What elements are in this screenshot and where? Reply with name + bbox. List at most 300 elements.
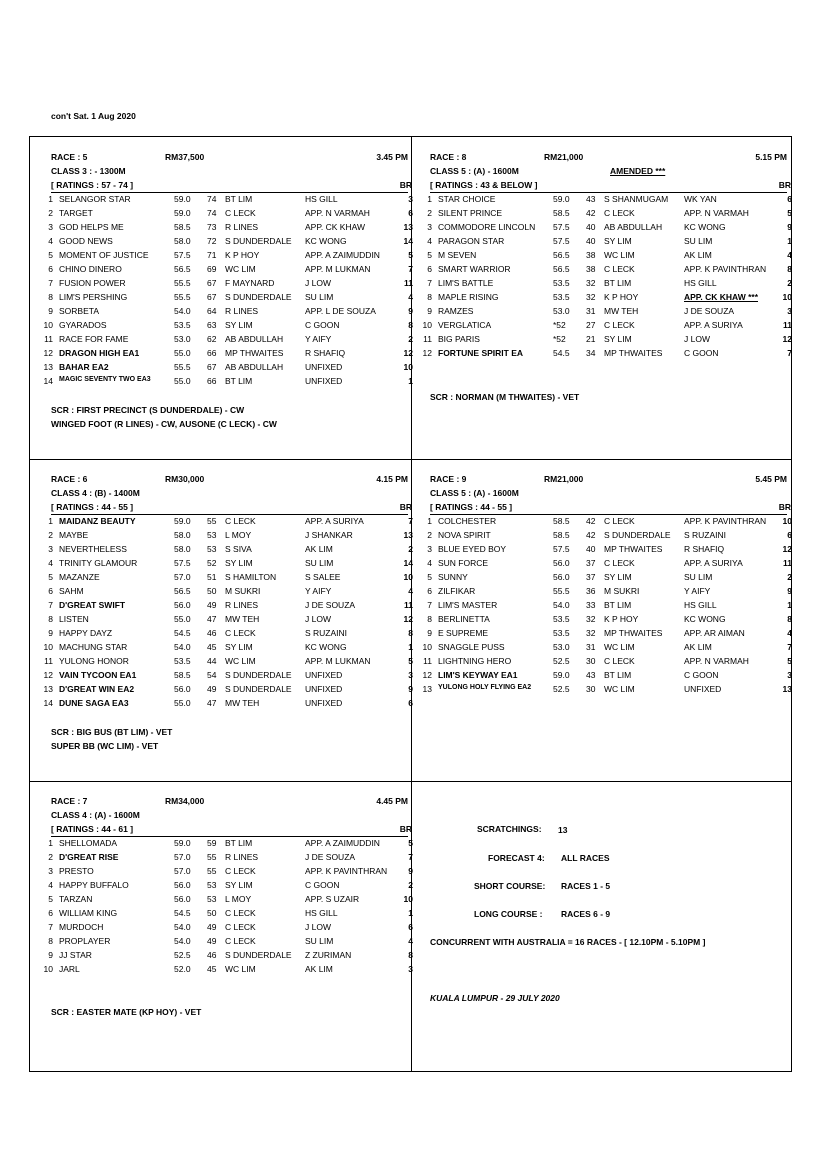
horse-name: SMART WARRIOR	[438, 264, 511, 274]
br-header: BR	[399, 180, 412, 190]
runner-number: 3	[48, 866, 53, 876]
horse-name: TRINITY GLAMOUR	[59, 558, 138, 568]
rating: 38	[586, 250, 596, 260]
runner-row	[37, 600, 418, 614]
horse-name: MAPLE RISING	[438, 292, 499, 302]
rating: 42	[586, 530, 596, 540]
rating: 51	[207, 572, 217, 582]
runner-row	[416, 250, 797, 264]
rating: 69	[207, 264, 217, 274]
runner-row	[416, 642, 797, 656]
race-panel	[416, 152, 797, 452]
weight: 52.5	[174, 950, 191, 960]
jockey: S SHANMUGAM	[604, 194, 669, 204]
rating: 31	[586, 642, 596, 652]
trainer: UNFIXED	[305, 670, 343, 680]
weight: 56.5	[553, 250, 570, 260]
runner-row	[37, 278, 418, 292]
jockey: S HAMILTON	[225, 572, 277, 582]
trainer: APP. A ZAIMUDDIN	[305, 250, 380, 260]
jockey: R LINES	[225, 852, 259, 862]
jockey: AB ABDULLAH	[225, 334, 284, 344]
rating: 33	[586, 600, 596, 610]
jockey: R LINES	[225, 222, 259, 232]
runner-row	[416, 614, 797, 628]
runner-number: 5	[48, 894, 53, 904]
trainer: UNFIXED	[305, 362, 343, 372]
rating: 49	[207, 600, 217, 610]
trainer: Z ZURIMAN	[305, 950, 352, 960]
runner-number: 8	[48, 936, 53, 946]
horse-name: HAPPY DAYZ	[59, 628, 113, 638]
weight: 58.5	[553, 530, 570, 540]
trainer: C GOON	[305, 880, 340, 890]
horse-name: VAIN TYCOON EA1	[59, 670, 137, 680]
horse-name: LIGHTNING HERO	[438, 656, 512, 666]
runner-row	[416, 222, 797, 236]
horse-name: RACE FOR FAME	[59, 334, 129, 344]
amended-note: AMENDED ***	[610, 166, 666, 176]
runner-row	[37, 334, 418, 348]
rating: 67	[207, 278, 217, 288]
horse-name: GOOD NEWS	[59, 236, 113, 246]
runner-number: 1	[48, 516, 53, 526]
weight: 57.5	[553, 544, 570, 554]
barrier: 12	[403, 614, 413, 624]
runner-row	[37, 866, 418, 880]
runner-row	[37, 586, 418, 600]
header-rule	[51, 514, 408, 515]
runner-number: 1	[48, 194, 53, 204]
trainer: R SHAFIQ	[305, 348, 346, 358]
weight: 56.0	[174, 600, 191, 610]
rating: 64	[207, 306, 217, 316]
weight: 56.0	[174, 684, 191, 694]
runner-number: 2	[48, 530, 53, 540]
rating: 49	[207, 922, 217, 932]
horse-name: MAZANZE	[59, 572, 100, 582]
concurrent-note: CONCURRENT WITH AUSTRALIA = 16 RACES - [ 12.10PM - 5.10PM ]	[430, 937, 706, 947]
barrier: 6	[787, 194, 792, 204]
trainer: APP. K PAVINTHRAN	[684, 264, 767, 274]
race-panel	[37, 152, 418, 452]
weight: 55.5	[553, 586, 570, 596]
horse-name: MAIDANZ BEAUTY	[59, 516, 136, 526]
race-number: RACE : 5	[51, 152, 88, 162]
race-prize: RM34,000	[165, 796, 205, 806]
trainer: APP. S UZAIR	[305, 894, 360, 904]
runner-row	[37, 544, 418, 558]
jockey: F MAYNARD	[225, 278, 275, 288]
weight: 53.0	[174, 334, 191, 344]
race-time: 3.45 PM	[376, 152, 408, 162]
trainer: SU LIM	[684, 236, 713, 246]
barrier: 4	[787, 250, 792, 260]
jockey: C LECK	[604, 656, 635, 666]
runner-row	[37, 670, 418, 684]
race-number: RACE : 6	[51, 474, 88, 484]
jockey: C LECK	[225, 922, 256, 932]
jockey: SY LIM	[225, 558, 253, 568]
weight: 58.5	[553, 208, 570, 218]
runner-number: 5	[427, 572, 432, 582]
weight: 54.0	[174, 306, 191, 316]
weight: 55.0	[174, 614, 191, 624]
barrier: 6	[787, 530, 792, 540]
rating: 37	[586, 572, 596, 582]
race-number: RACE : 7	[51, 796, 88, 806]
horse-name: ZILFIKAR	[438, 586, 476, 596]
horse-name: BLUE EYED BOY	[438, 544, 507, 554]
horse-name: STAR CHOICE	[438, 194, 496, 204]
runner-number: 12	[422, 670, 432, 680]
runner-number: 14	[43, 376, 53, 386]
horse-name: D'GREAT WIN EA2	[59, 684, 135, 694]
barrier: 13	[782, 684, 792, 694]
jockey: MW TEH	[225, 698, 260, 708]
runner-number: 6	[427, 586, 432, 596]
barrier: 12	[782, 544, 792, 554]
trainer: Y AIFY	[305, 334, 332, 344]
runner-row	[416, 530, 797, 544]
race-number: RACE : 9	[430, 474, 467, 484]
weight: 55.5	[174, 362, 191, 372]
runner-row	[416, 208, 797, 222]
barrier: 4	[408, 936, 413, 946]
barrier: 4	[408, 586, 413, 596]
runner-number: 6	[48, 908, 53, 918]
runner-number: 9	[427, 306, 432, 316]
barrier: 5	[408, 250, 413, 260]
runner-row	[416, 292, 797, 306]
footer-location-date: KUALA LUMPUR - 29 JULY 2020	[430, 993, 560, 1003]
rating: 37	[586, 558, 596, 568]
scratching-note: SCR : EASTER MATE (KP HOY) - VET	[51, 1007, 202, 1017]
horse-name: FUSION POWER	[59, 278, 126, 288]
runner-number: 4	[427, 236, 432, 246]
weight: 54.0	[174, 642, 191, 652]
jockey: SY LIM	[604, 236, 632, 246]
runner-row	[37, 516, 418, 530]
runner-row	[416, 558, 797, 572]
race-time: 4.45 PM	[376, 796, 408, 806]
weight: 53.0	[553, 642, 570, 652]
barrier: 10	[782, 516, 792, 526]
weight: 55.0	[174, 698, 191, 708]
rating: 59	[207, 838, 217, 848]
runner-row	[37, 950, 418, 964]
jockey: C LECK	[604, 558, 635, 568]
weight: 54.5	[553, 348, 570, 358]
trainer: Y AIFY	[305, 586, 332, 596]
runner-row	[416, 656, 797, 670]
barrier: 9	[408, 306, 413, 316]
trainer: S SALEE	[305, 572, 341, 582]
trainer: AK LIM	[305, 544, 333, 554]
runner-row	[416, 600, 797, 614]
trainer: HS GILL	[305, 194, 338, 204]
race-number: RACE : 8	[430, 152, 467, 162]
jockey: SY LIM	[225, 320, 253, 330]
barrier: 5	[787, 208, 792, 218]
runner-row	[37, 894, 418, 908]
jockey: SY LIM	[225, 880, 253, 890]
rating: 44	[207, 656, 217, 666]
rating: 67	[207, 292, 217, 302]
runner-row	[37, 530, 418, 544]
runner-number: 3	[427, 222, 432, 232]
jockey: R LINES	[225, 306, 259, 316]
horse-name: LIM'S BATTLE	[438, 278, 494, 288]
jockey: MP THWAITES	[604, 348, 663, 358]
horse-name: MOMENT OF JUSTICE	[59, 250, 149, 260]
trainer: UNFIXED	[305, 684, 343, 694]
runner-row	[37, 922, 418, 936]
weight: 55.0	[174, 348, 191, 358]
trainer: APP. A SURIYA	[305, 516, 364, 526]
barrier: 7	[408, 852, 413, 862]
rating: 32	[586, 628, 596, 638]
trainer: UNFIXED	[684, 684, 722, 694]
race-panel	[37, 796, 418, 1096]
jockey: C LECK	[225, 208, 256, 218]
race-ratings: [ RATINGS : 44 - 55 ]	[430, 502, 513, 512]
barrier: 7	[787, 642, 792, 652]
br-header: BR	[399, 502, 412, 512]
runner-row	[37, 572, 418, 586]
header-rule	[51, 836, 408, 837]
runner-number: 13	[43, 684, 53, 694]
jockey: WC LIM	[225, 264, 256, 274]
rating: 30	[586, 684, 596, 694]
trainer: KC WONG	[684, 222, 726, 232]
runner-number: 11	[44, 334, 53, 344]
weight: 56.5	[174, 586, 191, 596]
rating: 32	[586, 292, 596, 302]
rating: 49	[207, 936, 217, 946]
barrier: 2	[787, 572, 792, 582]
race-prize: RM30,000	[165, 474, 205, 484]
jockey: AB ABDULLAH	[225, 362, 284, 372]
rating: 53	[207, 544, 217, 554]
rating: 47	[207, 614, 217, 624]
runner-row	[416, 544, 797, 558]
runner-number: 13	[43, 362, 53, 372]
trainer: KC WONG	[684, 614, 726, 624]
race-panel	[37, 474, 418, 774]
jockey: WC LIM	[604, 684, 635, 694]
runner-number: 10	[43, 964, 53, 974]
runner-number: 2	[48, 852, 53, 862]
horse-name: FORTUNE SPIRIT EA	[438, 348, 524, 358]
horse-name: PARAGON STAR	[438, 236, 505, 246]
rating: 45	[207, 964, 217, 974]
horse-name: NOVA SPIRIT	[438, 530, 491, 540]
weight: 56.0	[174, 894, 191, 904]
weight: 52.5	[553, 684, 570, 694]
trainer: HS GILL	[684, 600, 717, 610]
horse-name: TARGET	[59, 208, 93, 218]
trainer: S RUZAINI	[305, 628, 348, 638]
runner-number: 1	[427, 194, 432, 204]
weight: 56.0	[553, 572, 570, 582]
runner-number: 11	[44, 656, 53, 666]
horse-name: VERGLATICA	[438, 320, 492, 330]
jockey: BT LIM	[604, 278, 632, 288]
weight: *52	[553, 320, 566, 330]
jockey: WC LIM	[225, 964, 256, 974]
runner-number: 8	[48, 292, 53, 302]
jockey: C LECK	[225, 908, 256, 918]
horse-name: D'GREAT SWIFT	[59, 600, 126, 610]
trainer: Y AIFY	[684, 586, 711, 596]
runner-row	[416, 586, 797, 600]
rating: 66	[207, 348, 217, 358]
scratchings-value: 13	[558, 825, 568, 835]
runner-number: 7	[48, 922, 53, 932]
runner-number: 11	[423, 334, 432, 344]
trainer: S RUZAINI	[684, 530, 727, 540]
weight: 53.5	[553, 278, 570, 288]
runner-number: 10	[422, 642, 432, 652]
horse-name: MAYBE	[59, 530, 89, 540]
race-class: CLASS 5 : (A) - 1600M	[430, 488, 519, 498]
jockey: M SUKRI	[225, 586, 261, 596]
trainer: J DE SOUZA	[684, 306, 735, 316]
horse-name: SAHM	[59, 586, 84, 596]
horse-name: SUN FORCE	[438, 558, 489, 568]
horse-name: COMMODORE LINCOLN	[438, 222, 536, 232]
trainer: APP. CK KHAW ***	[684, 292, 758, 302]
trainer: J LOW	[305, 922, 331, 932]
page-header: con't Sat. 1 Aug 2020	[51, 111, 136, 121]
jockey: R LINES	[225, 600, 259, 610]
runner-number: 13	[422, 684, 432, 694]
runner-row	[37, 656, 418, 670]
rating: 32	[586, 614, 596, 624]
trainer: APP. L DE SOUZA	[305, 306, 376, 316]
runner-number: 3	[427, 544, 432, 554]
runner-row	[37, 614, 418, 628]
trainer: R SHAFIQ	[684, 544, 725, 554]
jockey: MP THWAITES	[604, 628, 663, 638]
rating: 63	[207, 320, 217, 330]
barrier: 5	[787, 656, 792, 666]
runner-number: 4	[48, 880, 53, 890]
horse-name: YULONG HONOR	[59, 656, 129, 666]
jockey: BT LIM	[225, 376, 253, 386]
race-prize: RM21,000	[544, 152, 584, 162]
jockey: S DUNDERDALE	[225, 950, 292, 960]
weight: 54.5	[174, 908, 191, 918]
weight: 55.5	[174, 278, 191, 288]
horse-name: SORBETA	[59, 306, 99, 316]
horse-name: LIM'S PERSHING	[59, 292, 128, 302]
trainer: HS GILL	[684, 278, 717, 288]
forecast-label: FORECAST 4:	[488, 853, 545, 863]
trainer: APP. M LUKMAN	[305, 264, 371, 274]
trainer: APP. N VARMAH	[305, 208, 370, 218]
rating: 40	[586, 544, 596, 554]
jockey: MP THWAITES	[225, 348, 284, 358]
weight: 52.0	[174, 964, 191, 974]
jockey: MW TEH	[604, 306, 639, 316]
runner-row	[37, 194, 418, 208]
rating: 31	[586, 306, 596, 316]
barrier: 7	[787, 348, 792, 358]
horse-name: TARZAN	[59, 894, 93, 904]
rating: 47	[207, 698, 217, 708]
trainer: J LOW	[305, 614, 331, 624]
runner-row	[416, 194, 797, 208]
trainer: C GOON	[684, 670, 719, 680]
horse-name: SILENT PRINCE	[438, 208, 503, 218]
rating: 55	[207, 516, 217, 526]
jockey: BT LIM	[604, 670, 632, 680]
runner-number: 8	[427, 292, 432, 302]
header-rule	[51, 192, 408, 193]
rating: 40	[586, 236, 596, 246]
runner-row	[416, 306, 797, 320]
trainer: UNFIXED	[305, 376, 343, 386]
barrier: 11	[783, 320, 792, 330]
weight: 56.5	[553, 264, 570, 274]
jockey: WC LIM	[225, 656, 256, 666]
horse-name: GOD HELPS ME	[59, 222, 124, 232]
trainer: C GOON	[684, 348, 719, 358]
barrier: 8	[787, 614, 792, 624]
runner-row	[37, 236, 418, 250]
trainer: APP. K PAVINTHRAN	[684, 516, 767, 526]
trainer: APP. CK KHAW	[305, 222, 365, 232]
rating: 36	[586, 586, 596, 596]
weight: 59.0	[174, 208, 191, 218]
runner-row	[37, 376, 418, 390]
weight: 59.0	[553, 194, 570, 204]
barrier: 13	[403, 530, 413, 540]
barrier: 3	[787, 306, 792, 316]
rating: 40	[586, 222, 596, 232]
barrier: 9	[408, 684, 413, 694]
race-time: 4.15 PM	[376, 474, 408, 484]
horse-name: HAPPY BUFFALO	[59, 880, 129, 890]
jockey: SY LIM	[604, 572, 632, 582]
rating: 42	[586, 516, 596, 526]
barrier: 2	[787, 278, 792, 288]
horse-name: COLCHESTER	[438, 516, 497, 526]
jockey: WC LIM	[604, 250, 635, 260]
runner-number: 2	[48, 208, 53, 218]
race-panel	[416, 474, 797, 774]
weight: 53.5	[553, 628, 570, 638]
runner-number: 9	[48, 306, 53, 316]
rating: 62	[207, 334, 217, 344]
runner-number: 4	[48, 236, 53, 246]
rating: 55	[207, 866, 217, 876]
runner-row	[37, 558, 418, 572]
trainer: SU LIM	[305, 292, 334, 302]
rating: 21	[586, 334, 596, 344]
jockey: C LECK	[604, 264, 635, 274]
trainer: SU LIM	[305, 936, 334, 946]
scratching-note: SCR : NORMAN (M THWAITES) - VET	[430, 392, 580, 402]
scratching-note: SCR : BIG BUS (BT LIM) - VET	[51, 727, 173, 737]
weight: 57.5	[553, 236, 570, 246]
forecast-value: ALL RACES	[561, 853, 610, 863]
weight: 57.5	[174, 558, 191, 568]
rating: 30	[586, 656, 596, 666]
horse-name: SUNNY	[438, 572, 468, 582]
